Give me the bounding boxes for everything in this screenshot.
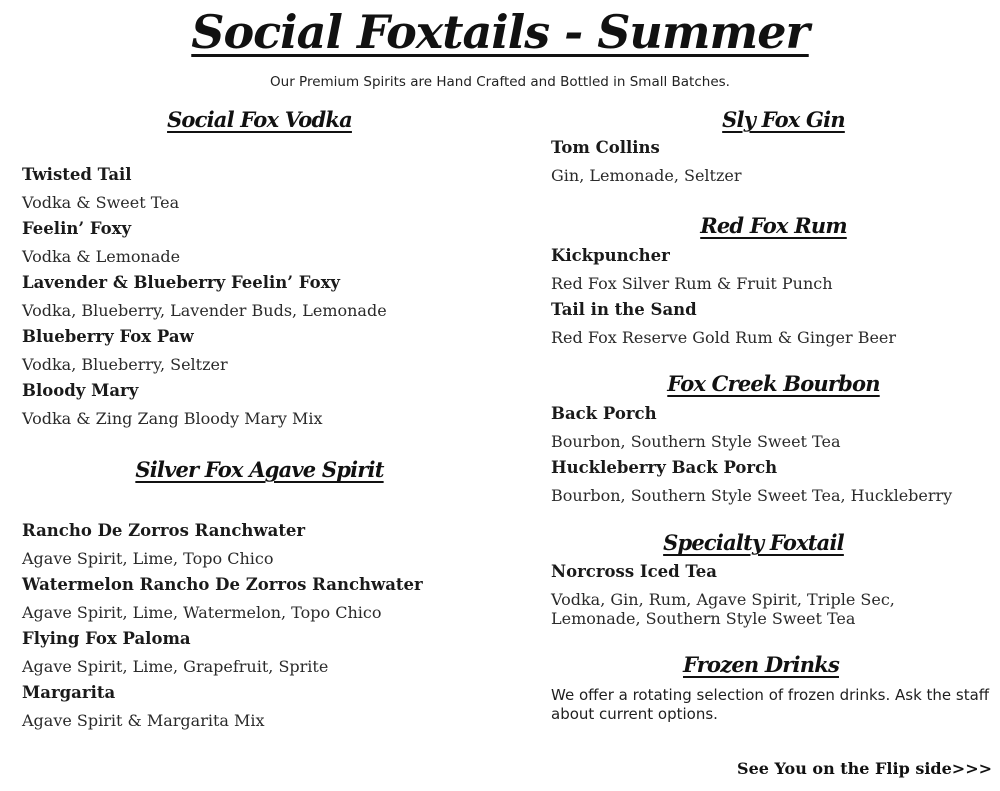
drink-desc: Vodka & Lemonade <box>22 247 181 266</box>
drink-desc: Red Fox Silver Rum & Fruit Punch <box>551 274 833 293</box>
section-heading-gin-text: Sly Fox Gin <box>722 107 845 132</box>
drink-name: Tom Collins <box>551 138 660 157</box>
drink-name: Flying Fox Paloma <box>22 629 191 648</box>
drink-name: Back Porch <box>551 404 657 423</box>
drink-name: Blueberry Fox Paw <box>22 327 194 346</box>
section-heading-vodka <box>22 107 497 133</box>
section-heading-frozen-text: Frozen Drinks <box>683 652 839 677</box>
section-heading-bourbon-text: Fox Creek Bourbon <box>667 371 880 396</box>
drink-desc: Agave Spirit, Lime, Watermelon, Topo Chico <box>22 603 382 622</box>
section-heading-vodka-text: Social Fox Vodka <box>167 107 352 132</box>
section-heading-frozen <box>551 652 971 678</box>
section-heading-specialty <box>551 530 956 556</box>
drink-name: Norcross Iced Tea <box>551 562 717 581</box>
menu-subtitle: Our Premium Spirits are Hand Crafted and Bottled in Small Batches. <box>270 74 730 90</box>
section-heading-agave <box>22 457 497 483</box>
drink-desc: Agave Spirit, Lime, Topo Chico <box>22 549 274 568</box>
drink-desc: Vodka, Blueberry, Lavender Buds, Lemonade <box>22 301 387 320</box>
drink-desc: Gin, Lemonade, Seltzer <box>551 166 742 185</box>
drink-desc: Agave Spirit & Margarita Mix <box>22 711 265 730</box>
drink-desc: Vodka, Blueberry, Seltzer <box>22 355 228 374</box>
section-heading-gin <box>551 107 1000 133</box>
drink-name: Bloody Mary <box>22 381 139 400</box>
drink-name: Lavender & Blueberry Feelin’ Foxy <box>22 273 341 292</box>
drink-desc: Vodka, Gin, Rum, Agave Spirit, Triple Sec, Lemonade, Southern Style Sweet Tea <box>551 590 895 628</box>
drink-name: Watermelon Rancho De Zorros Ranchwater <box>22 575 423 594</box>
section-heading-rum-text: Red Fox Rum <box>700 213 847 238</box>
drink-desc: Bourbon, Southern Style Sweet Tea <box>551 432 841 451</box>
drink-desc: Vodka & Zing Zang Bloody Mary Mix <box>22 409 323 428</box>
frozen-note: We offer a rotating selection of frozen drinks. Ask the staff about current options. <box>551 686 990 723</box>
menu-title <box>0 2 1000 62</box>
drink-name: Margarita <box>22 683 116 702</box>
drink-name: Rancho De Zorros Ranchwater <box>22 521 306 540</box>
flip-side-note: See You on the Flip side>>> <box>737 759 992 778</box>
menu-title-text: Social Foxtails - Summer <box>191 5 809 59</box>
drink-desc: Red Fox Reserve Gold Rum & Ginger Beer <box>551 328 897 347</box>
drink-desc: Vodka & Sweet Tea <box>22 193 180 212</box>
drink-desc: Bourbon, Southern Style Sweet Tea, Huckleberry <box>551 486 953 505</box>
drink-name: Feelin’ Foxy <box>22 219 132 238</box>
drink-name: Huckleberry Back Porch <box>551 458 778 477</box>
drink-desc: Agave Spirit, Lime, Grapefruit, Sprite <box>22 657 329 676</box>
section-heading-agave-text: Silver Fox Agave Spirit <box>135 457 384 482</box>
drink-name: Twisted Tail <box>22 165 132 184</box>
section-heading-rum <box>551 213 996 239</box>
drink-name: Kickpuncher <box>551 246 670 265</box>
drink-name: Tail in the Sand <box>551 300 697 319</box>
section-heading-specialty-text: Specialty Foxtail <box>663 530 844 555</box>
section-heading-bourbon <box>551 371 996 397</box>
